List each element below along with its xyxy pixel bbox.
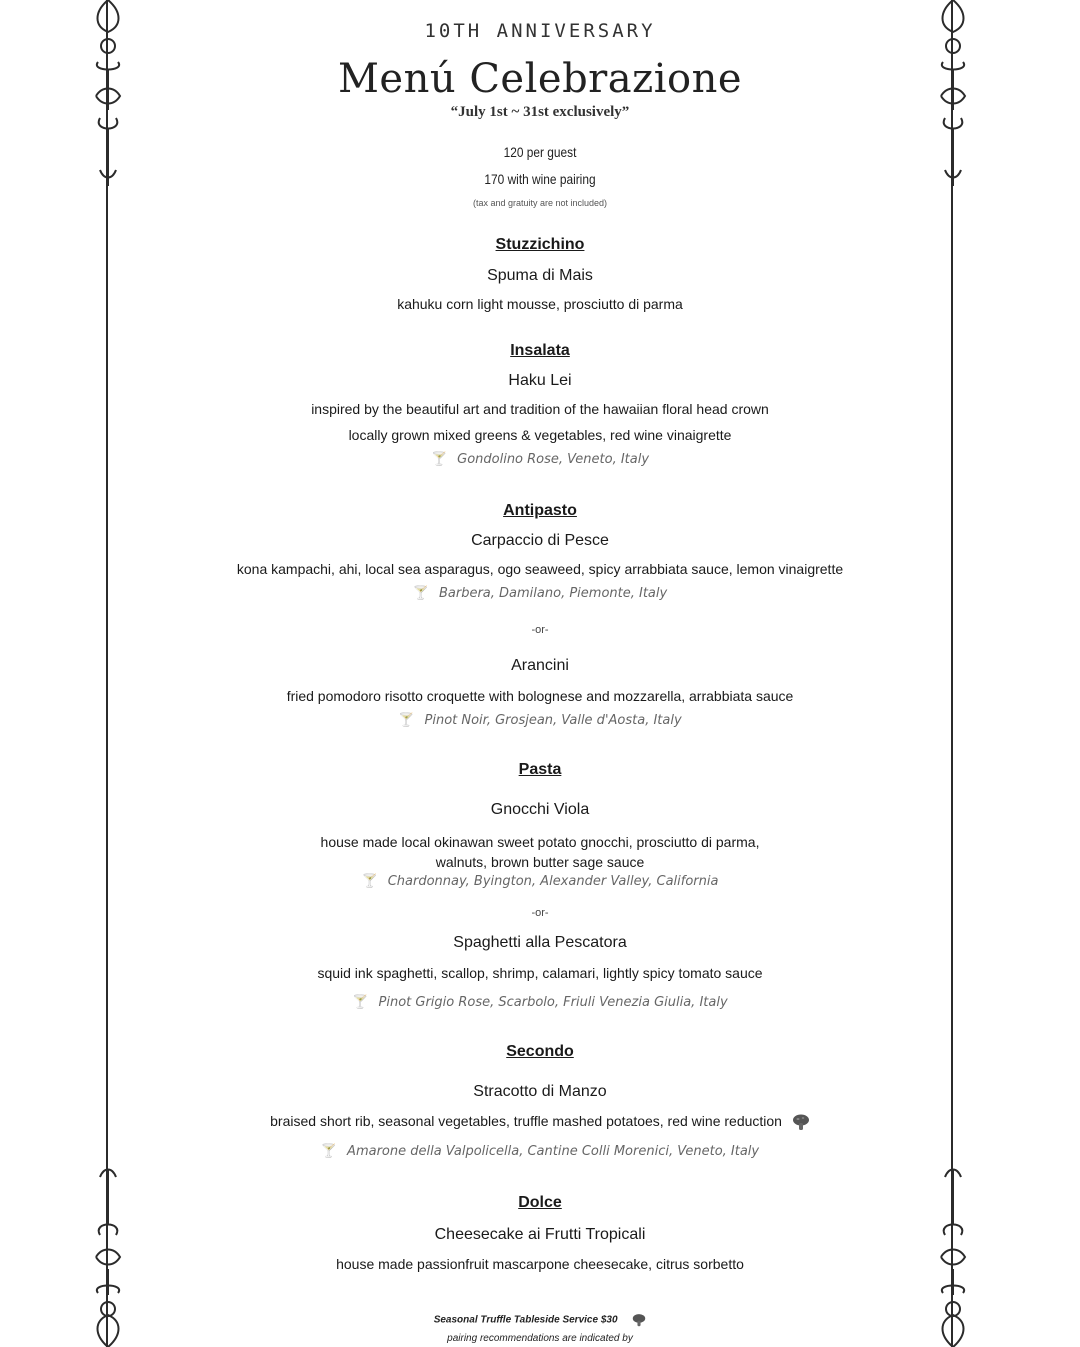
wine-pairing <box>0 713 1080 728</box>
wine-glass-icon: 🍸 <box>398 713 415 728</box>
menu-dates: “July 1st ~ 31st exclusively” <box>450 104 630 120</box>
truffle-service-label: Seasonal Truffle Tableside Service $30 <box>433 1314 618 1326</box>
dish-carpaccio-di-pesce: Carpaccio di Pesce <box>471 532 609 549</box>
course-heading-dolce: Dolce <box>518 1194 562 1211</box>
dish-description: kahuku corn light mousse, prosciutto di parma <box>397 296 683 312</box>
dish-cheesecake: Cheesecake ai Frutti Tropicali <box>434 1226 646 1243</box>
tax-note: (tax and gratuity are not included) <box>472 198 608 208</box>
price-with-wine: 170 with wine pairing <box>484 171 596 187</box>
truffle-service-note <box>0 1313 1080 1327</box>
truffle-icon <box>792 1113 810 1131</box>
dish-gnocchi-viola: Gnocchi Viola <box>490 801 590 818</box>
or-divider: -or- <box>531 907 549 919</box>
or-divider: -or- <box>531 624 549 636</box>
wine-pairing <box>0 1144 1080 1159</box>
wine-pairing-label: Pinot Grigio Rose, Scarbolo, Friuli Venezia Giulia, Italy <box>378 995 728 1010</box>
dish-stracotto-di-manzo: Stracotto di Manzo <box>473 1083 607 1100</box>
course-heading-antipasto: Antipasto <box>503 502 577 519</box>
truffle-icon <box>632 1313 646 1327</box>
course-heading-secondo: Secondo <box>506 1043 574 1060</box>
wine-pairing-label: Chardonnay, Byington, Alexander Valley, California <box>387 874 719 889</box>
dish-description: inspired by the beautiful art and tradition of the hawaiian floral head crown <box>311 401 769 417</box>
dish-description: kona kampachi, ahi, local sea asparagus, ogo seaweed, spicy arrabbiata sauce, lemon vinaigrette <box>236 561 844 577</box>
wine-pairing-label: Gondolino Rose, Veneto, Italy <box>457 452 650 467</box>
dish-description-with-truffle <box>0 1113 1080 1131</box>
dish-haku-lei: Haku Lei <box>508 372 572 389</box>
price-per-guest: 120 per guest <box>503 144 577 160</box>
wine-glass-icon: 🍸 <box>320 1144 338 1159</box>
dish-description: braised short rib, seasonal vegetables, truffle mashed potatoes, red wine reduction <box>270 1113 782 1129</box>
wine-glass-icon: 🍸 <box>430 452 448 467</box>
wine-glass-icon: 🍸 <box>412 586 429 601</box>
wine-pairing <box>0 995 1080 1010</box>
anniversary-eyebrow: 10TH ANNIVERSARY <box>424 20 656 42</box>
dish-spaghetti-alla-pescatora: Spaghetti alla Pescatora <box>453 934 627 951</box>
wine-pairing <box>0 874 1080 889</box>
dish-description: squid ink spaghetti, scallop, shrimp, calamari, lightly spicy tomato sauce <box>317 965 763 981</box>
pairing-note: pairing recommendations are indicated by <box>447 1333 633 1344</box>
course-heading-insalata: Insalata <box>510 342 570 359</box>
wine-glass-icon: 🍸 <box>352 995 369 1010</box>
dish-description: house made passionfruit mascarpone cheesecake, citrus sorbetto <box>336 1256 744 1272</box>
dish-description: fried pomodoro risotto croquette with bolognese and mozzarella, arrabbiata sauce <box>286 688 794 704</box>
wine-pairing-label: Barbera, Damilano, Piemonte, Italy <box>438 586 668 601</box>
dish-spuma-di-mais: Spuma di Mais <box>487 267 593 284</box>
dish-description: locally grown mixed greens & vegetables, red wine vinaigrette <box>348 427 732 443</box>
wine-pairing <box>0 586 1080 601</box>
wine-pairing-label: Amarone della Valpolicella, Cantine Colli Morenici, Veneto, Italy <box>347 1144 760 1159</box>
course-heading-stuzzichino: Stuzzichino <box>495 236 585 253</box>
wine-glass-icon: 🍸 <box>361 874 378 889</box>
dish-arancini: Arancini <box>511 657 569 674</box>
wine-pairing-label: Pinot Noir, Grosjean, Valle d'Aosta, Italy <box>424 713 682 728</box>
page-title: Menú Celebrazione <box>337 56 743 102</box>
wine-pairing <box>0 452 1080 467</box>
course-heading-pasta: Pasta <box>518 761 562 778</box>
dish-description: walnuts, brown butter sage sauce <box>435 854 645 870</box>
dish-description: house made local okinawan sweet potato gnocchi, prosciutto di parma, <box>320 834 760 850</box>
